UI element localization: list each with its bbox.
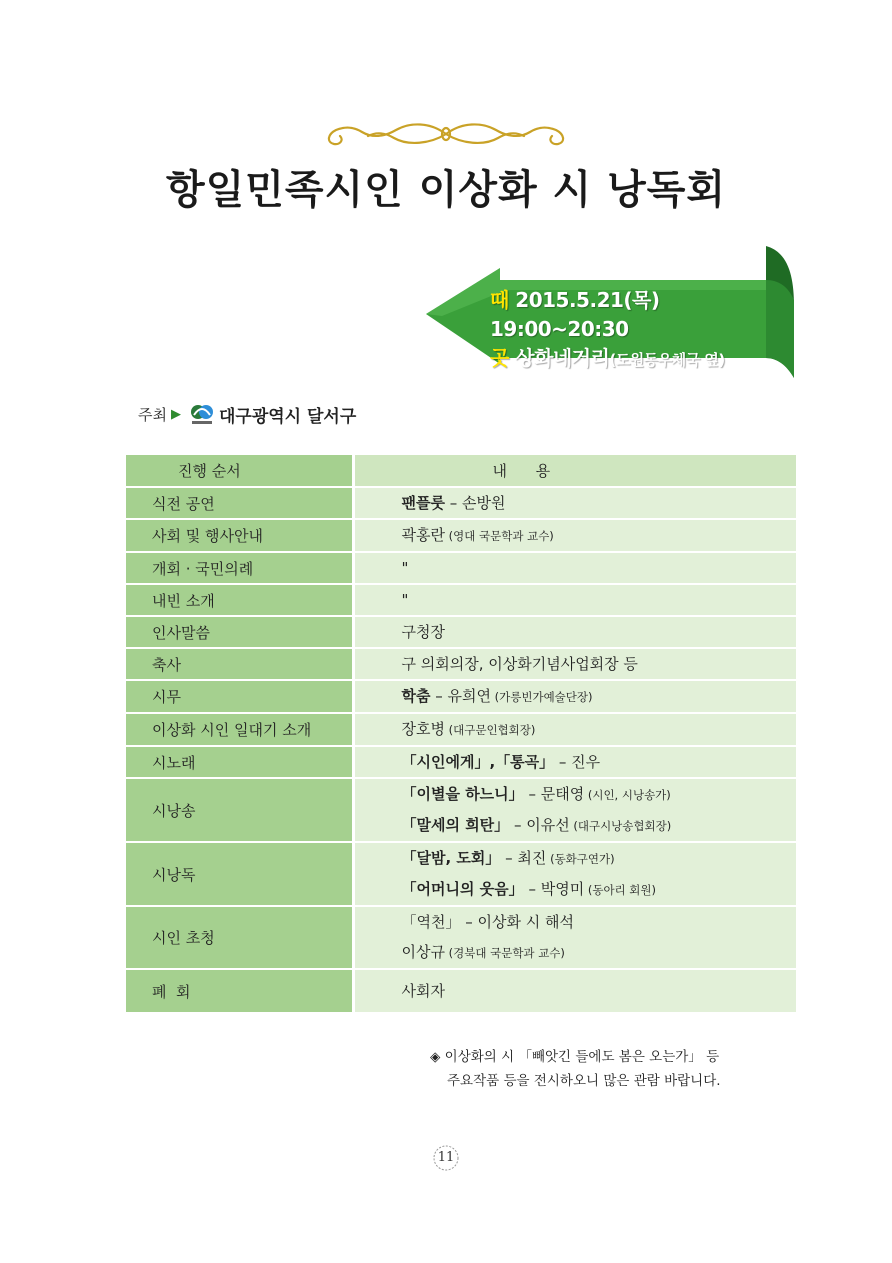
table-row bbox=[126, 680, 796, 713]
content-line bbox=[402, 747, 797, 777]
district-logo-icon bbox=[189, 401, 215, 427]
table-row bbox=[126, 842, 796, 906]
exhibition-notice bbox=[430, 1045, 721, 1093]
program-table-header bbox=[126, 455, 796, 487]
table-row bbox=[126, 519, 796, 552]
program-content bbox=[353, 584, 796, 616]
program-item: 인사말씀 bbox=[126, 616, 353, 648]
content-line bbox=[402, 843, 797, 874]
content-line bbox=[402, 874, 797, 905]
triangle-right-icon: ▶ bbox=[170, 406, 181, 422]
program-content bbox=[353, 842, 796, 906]
program-item: 축사 bbox=[126, 648, 353, 680]
host-label: 주최 bbox=[138, 405, 167, 424]
where-label: 곳 bbox=[490, 346, 509, 370]
table-row bbox=[126, 778, 796, 842]
event-when bbox=[490, 286, 800, 344]
program-item: 식전 공연 bbox=[126, 487, 353, 519]
performer: – 박영미 bbox=[523, 880, 585, 898]
content-line bbox=[402, 585, 797, 615]
content-line bbox=[402, 649, 797, 679]
program-item: 시노래 bbox=[126, 746, 353, 778]
content-line bbox=[402, 553, 797, 583]
page-number-text: 11 bbox=[437, 1150, 455, 1165]
performer-affiliation: (대구시낭송협회장) bbox=[569, 819, 672, 833]
program-item: 폐 회 bbox=[126, 969, 353, 1013]
program-item: 시인 초청 bbox=[126, 906, 353, 969]
program-item: 개회 · 국민의례 bbox=[126, 552, 353, 584]
program-content bbox=[353, 906, 796, 969]
program-content bbox=[353, 713, 796, 746]
content-line bbox=[402, 681, 797, 712]
performer: – 유희연 bbox=[430, 687, 491, 705]
event-info-text bbox=[490, 286, 800, 375]
performer: " bbox=[401, 559, 409, 577]
work-title: 「시인에게」,「통곡」 bbox=[401, 753, 555, 771]
work-title: 「어머니의 웃음」 bbox=[401, 880, 524, 898]
performer: – 진우 bbox=[554, 753, 601, 771]
performer: 이상규 bbox=[401, 943, 445, 961]
performer: 곽홍란 bbox=[401, 526, 445, 544]
program-content bbox=[353, 778, 796, 842]
header-content: 내 용 bbox=[353, 455, 796, 487]
program-content bbox=[353, 648, 796, 680]
when-value: 2015.5.21(목) 19:00~20:30 bbox=[490, 288, 660, 341]
table-row bbox=[126, 487, 796, 519]
performer-affiliation: (동화구연가) bbox=[546, 852, 615, 866]
table-row bbox=[126, 552, 796, 584]
notice-line-2: 주요작품 등을 전시하오니 많은 관람 바랍니다. bbox=[447, 1073, 721, 1089]
content-line bbox=[402, 714, 797, 745]
where-detail: (도원동우체국 옆) bbox=[609, 351, 725, 369]
program-item: 시무 bbox=[126, 680, 353, 713]
program-content bbox=[353, 969, 796, 1013]
event-where bbox=[490, 344, 800, 375]
performer-affiliation: (동아리 회원) bbox=[584, 883, 657, 897]
table-row bbox=[126, 648, 796, 680]
work-title: 팬플룻 bbox=[401, 494, 445, 512]
gold-ornament-flourish bbox=[318, 116, 574, 152]
performer: 구청장 bbox=[401, 623, 445, 641]
performer-affiliation: (대구문인협회장) bbox=[444, 723, 536, 737]
performer: – 이유선 bbox=[509, 816, 570, 834]
performer: 장호병 bbox=[401, 720, 445, 738]
content-line bbox=[402, 617, 797, 647]
program-item: 내빈 소개 bbox=[126, 584, 353, 616]
table-row bbox=[126, 713, 796, 746]
content-line bbox=[402, 488, 797, 518]
table-row bbox=[126, 584, 796, 616]
program-item: 시낭독 bbox=[126, 842, 353, 906]
table-row bbox=[126, 906, 796, 969]
performer: " bbox=[401, 591, 409, 609]
performer: 사회자 bbox=[401, 982, 445, 1000]
content-line bbox=[402, 976, 797, 1006]
work-title: 「이별을 하느니」 bbox=[401, 785, 524, 803]
performer: – 최진 bbox=[500, 849, 547, 867]
when-label: 때 bbox=[490, 288, 509, 312]
page-number bbox=[432, 1144, 460, 1172]
page-title: 항일민족시인 이상화 시 낭독회 bbox=[165, 166, 727, 213]
content-line bbox=[402, 779, 797, 810]
content-line bbox=[402, 907, 797, 937]
header-order: 진행 순서 bbox=[126, 455, 353, 487]
program-content bbox=[353, 746, 796, 778]
table-row bbox=[126, 746, 796, 778]
program-content bbox=[353, 616, 796, 648]
content-line bbox=[402, 520, 797, 551]
performer: 「역천」 – 이상화 시 해석 bbox=[401, 913, 574, 931]
performer-affiliation: (시인, 시낭송가) bbox=[584, 788, 671, 802]
work-title: 「말세의 희탄」 bbox=[401, 816, 510, 834]
content-line bbox=[402, 810, 797, 841]
work-title: 「달밤, 도회」 bbox=[401, 849, 501, 867]
notice-line-1: ◈ 이상화의 시 「빼앗긴 들에도 봄은 오는가」 등 bbox=[430, 1049, 720, 1065]
content-line bbox=[402, 937, 797, 968]
table-row bbox=[126, 616, 796, 648]
program-item: 시낭송 bbox=[126, 778, 353, 842]
performer-affiliation: (경북대 국문학과 교수) bbox=[444, 946, 565, 960]
where-value: 상화네거리 bbox=[515, 346, 610, 370]
program-item: 이상화 시인 일대기 소개 bbox=[126, 713, 353, 746]
work-title: 학춤 bbox=[401, 687, 431, 705]
program-content bbox=[353, 519, 796, 552]
performer: – 문태영 bbox=[523, 785, 585, 803]
performer: 구 의회의장, 이상화기념사업회장 등 bbox=[401, 655, 638, 673]
performer-affiliation: (영대 국문학과 교수) bbox=[444, 529, 554, 543]
program-content bbox=[353, 552, 796, 584]
program-table bbox=[126, 455, 796, 1014]
host-organization: 대구광역시 달서구 bbox=[218, 406, 357, 427]
program-content bbox=[353, 487, 796, 519]
table-row bbox=[126, 969, 796, 1013]
host-line bbox=[138, 400, 356, 428]
performer: – 손방원 bbox=[444, 494, 506, 512]
performer-affiliation: (가릉빈가예술단장) bbox=[491, 690, 593, 704]
program-item: 사회 및 행사안내 bbox=[126, 519, 353, 552]
program-content bbox=[353, 680, 796, 713]
